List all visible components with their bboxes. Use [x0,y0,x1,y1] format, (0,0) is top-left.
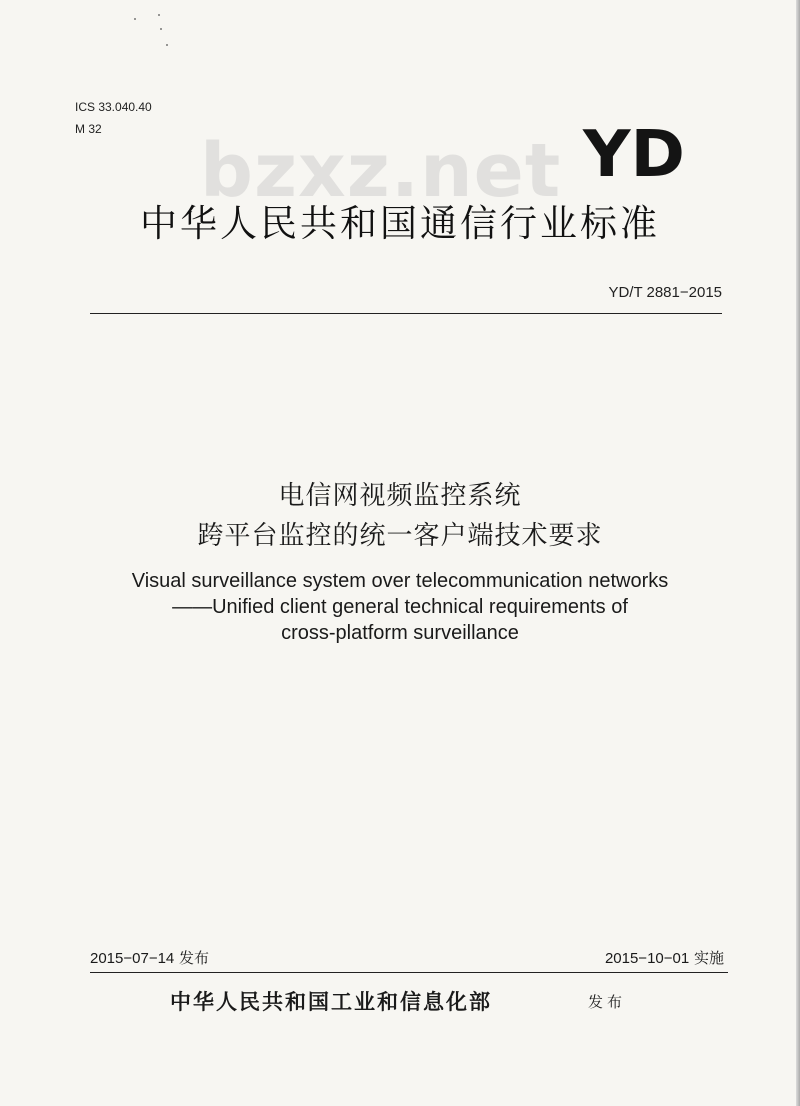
scan-speck [166,44,168,46]
issue-date-value: 2015−07−14 [90,950,175,967]
scan-speck [134,18,136,20]
yd-logo [580,118,688,184]
implement-date [605,947,724,968]
page-edge [796,0,800,1106]
footer-divider [90,972,728,973]
standard-number: YD/T 2881−2015 [608,284,722,301]
watermark: bzxz.net [200,128,562,214]
scan-speck [160,28,162,30]
implement-date-label: 实施 [693,949,724,967]
ccs-code: M 32 [75,122,102,136]
issuer-name: 中华人民共和国工业和信息化部 [170,990,492,1014]
title-cn-line1: 电信网视频监控系统 [278,481,522,511]
issuer-suffix: 发布 [588,993,627,1011]
title-en-line1: Visual surveillance system over telecommunication networks [131,570,669,592]
header-divider [90,313,722,314]
issue-date-label: 发布 [179,949,210,967]
scan-speck [158,14,160,16]
title-en-line2: ——Unified client general technical requirements of [172,596,628,618]
ics-code: ICS 33.040.40 [75,100,152,114]
yd-logo-text: YD [581,118,685,184]
standard-category-title: 中华人民共和国通信行业标准 [140,202,660,245]
title-en-line3: cross-platform surveillance [281,622,519,644]
implement-date-value: 2015−10−01 [604,950,690,967]
issue-date [90,947,209,968]
title-cn-line2: 跨平台监控的统一客户端技术要求 [197,521,603,551]
